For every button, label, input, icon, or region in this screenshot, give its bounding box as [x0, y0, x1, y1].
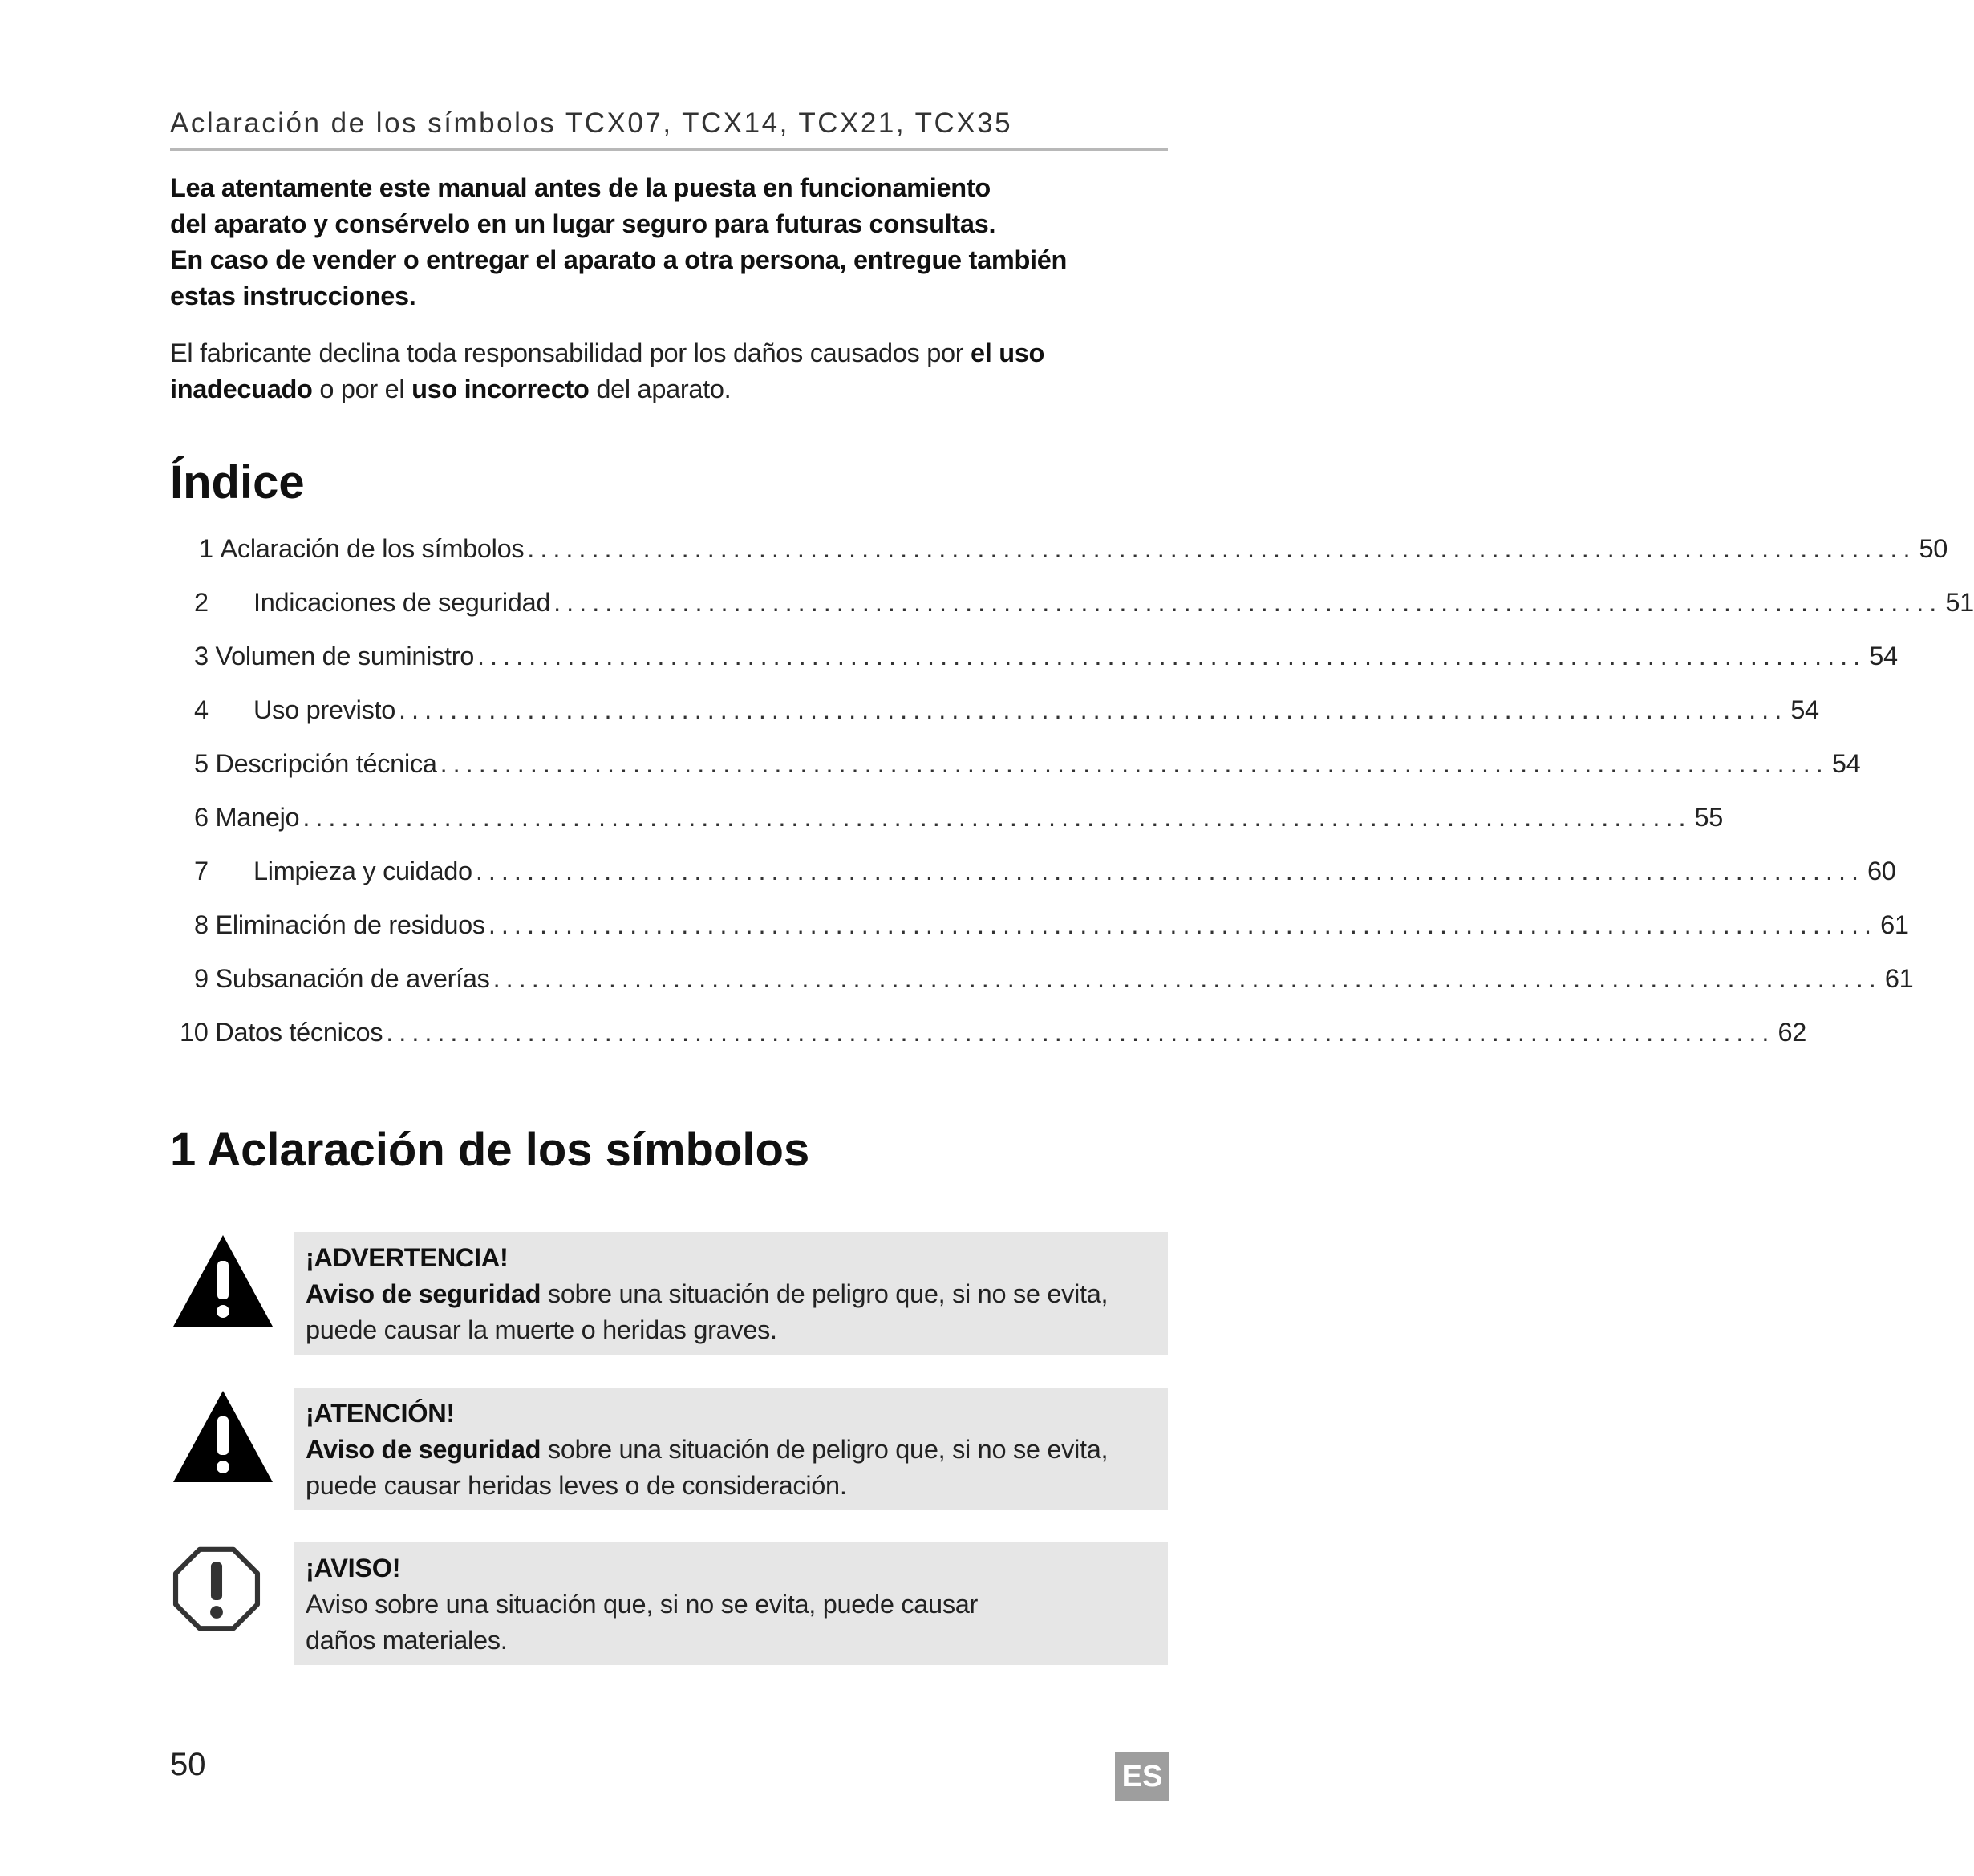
- disclaimer-text: del aparato.: [589, 375, 732, 403]
- toc-entry[interactable]: [194, 695, 1819, 731]
- notice-text: Aviso sobre una situación que, si no se evita, puede causar: [306, 1590, 979, 1619]
- toc-entry-page: 60: [1867, 857, 1896, 885]
- intro-line: Lea atentamente este manual antes de la puesta en funcionamiento: [170, 173, 991, 202]
- toc-entry-number: 3: [194, 642, 209, 671]
- toc-entry[interactable]: [199, 534, 1948, 569]
- caution-triangle-icon: [170, 1388, 276, 1487]
- liability-disclaimer: [170, 335, 1168, 407]
- notice-bold-lead: Aviso de seguridad: [306, 1279, 541, 1308]
- toc-leader-dots: ............................................................................................................: [492, 964, 1882, 993]
- toc-entry[interactable]: [180, 1018, 1807, 1053]
- notice-bold-lead: Aviso de seguridad: [306, 1435, 541, 1464]
- toc-entry[interactable]: [194, 857, 1896, 892]
- index-heading: Índice: [170, 456, 305, 509]
- toc-entry-number: 7: [194, 857, 209, 885]
- notice-box: [294, 1388, 1168, 1510]
- page-number: 50: [170, 1747, 206, 1782]
- toc-entry-page: 50: [1919, 534, 1948, 563]
- notice-text: puede causar la muerte o heridas graves.: [306, 1315, 777, 1344]
- material-damage-notice: [170, 1542, 1168, 1669]
- notice-text: sobre una situación de peligro que, si no se evita,: [541, 1279, 1109, 1308]
- toc-entry-title: Descripción técnica: [215, 749, 437, 778]
- toc-leader-dots: ............................................................................................................: [440, 749, 1829, 778]
- running-header: Aclaración de los símbolos TCX07, TCX14, TCX21, TCX35: [170, 107, 1168, 151]
- notice-box: [294, 1542, 1168, 1665]
- toc-entry[interactable]: [194, 803, 1724, 838]
- toc-entry-page: 62: [1777, 1018, 1807, 1047]
- toc-entry[interactable]: [194, 910, 1909, 946]
- toc-entry-number: 4: [194, 695, 209, 724]
- intro-line: estas instrucciones.: [170, 282, 416, 310]
- toc-entry[interactable]: [194, 749, 1861, 784]
- notice-title: ¡AVISO!: [306, 1554, 401, 1582]
- notice-box: [294, 1232, 1168, 1355]
- toc-entry-title: Datos técnicos: [215, 1018, 383, 1047]
- notice-text: puede causar heridas leves o de consideración.: [306, 1471, 847, 1500]
- disclaimer-bold: inadecuado: [170, 375, 313, 403]
- language-badge: ES: [1115, 1752, 1169, 1801]
- toc-entry-number: 8: [194, 910, 209, 939]
- disclaimer-text: o por el: [312, 375, 412, 403]
- toc-entry-page: 51: [1945, 588, 1974, 617]
- toc-entry-page: 54: [1790, 695, 1819, 724]
- intro-line: En caso de vender o entregar el aparato a otra persona, entregue también: [170, 245, 1068, 274]
- toc-leader-dots: ............................................................................................................: [527, 534, 1916, 563]
- warning-notice: [170, 1232, 1168, 1359]
- toc-entry-title: Indicaciones de seguridad: [253, 588, 551, 617]
- toc-entry-title: Volumen de suministro: [215, 642, 474, 671]
- disclaimer-text: El fabricante declina toda responsabilidad por los daños causados por: [170, 338, 971, 367]
- notice-title: ¡ADVERTENCIA!: [306, 1243, 509, 1272]
- toc-entry-number: 2: [194, 588, 209, 617]
- toc-entry-title: Uso previsto: [253, 695, 396, 724]
- toc-entry-title: Eliminación de residuos: [215, 910, 485, 939]
- toc-entry-page: 55: [1694, 803, 1724, 832]
- toc-entry-number: 9: [194, 964, 209, 993]
- toc-leader-dots: ............................................................................................................: [302, 803, 1692, 832]
- intro-line: del aparato y consérvelo en un lugar seguro para futuras consultas.: [170, 209, 996, 238]
- toc-entry-number: 1: [199, 534, 213, 563]
- toc-leader-dots: ............................................................................................................: [475, 857, 1865, 885]
- toc-leader-dots: ............................................................................................................: [399, 695, 1788, 724]
- notice-title: ¡ATENCIÓN!: [306, 1399, 455, 1428]
- toc-leader-dots: ............................................................................................................: [386, 1018, 1775, 1047]
- caution-notice: [170, 1388, 1168, 1514]
- toc-entry-number: 5: [194, 749, 209, 778]
- toc-entry[interactable]: [194, 964, 1914, 999]
- toc-entry-page: 61: [1880, 910, 1909, 939]
- warning-triangle-icon: [170, 1232, 276, 1331]
- notice-octagon-icon: [170, 1542, 263, 1635]
- toc-entry-number: 10: [180, 1018, 209, 1047]
- section-heading: 1 Aclaración de los símbolos: [170, 1124, 810, 1176]
- toc-entry-title: Manejo: [215, 803, 300, 832]
- toc-entry-number: 6: [194, 803, 209, 832]
- toc-entry[interactable]: [194, 642, 1898, 677]
- toc-entry-title: Subsanación de averías: [215, 964, 490, 993]
- toc-leader-dots: ............................................................................................................: [477, 642, 1867, 671]
- toc-leader-dots: ............................................................................................................: [553, 588, 1943, 617]
- toc-entry-title: Limpieza y cuidado: [253, 857, 472, 885]
- toc-entry-page: 54: [1831, 749, 1861, 778]
- toc-entry[interactable]: [194, 588, 1974, 623]
- notice-text: sobre una situación de peligro que, si no se evita,: [541, 1435, 1109, 1464]
- intro-instructions: [170, 170, 1168, 314]
- disclaimer-bold: el uso: [971, 338, 1045, 367]
- toc-entry-page: 61: [1884, 964, 1914, 993]
- disclaimer-bold: uso incorrecto: [411, 375, 590, 403]
- toc-leader-dots: ............................................................................................................: [488, 910, 1878, 939]
- notice-text: daños materiales.: [306, 1626, 508, 1655]
- toc-entry-page: 54: [1869, 642, 1898, 671]
- toc-entry-title: Aclaración de los símbolos: [220, 534, 525, 563]
